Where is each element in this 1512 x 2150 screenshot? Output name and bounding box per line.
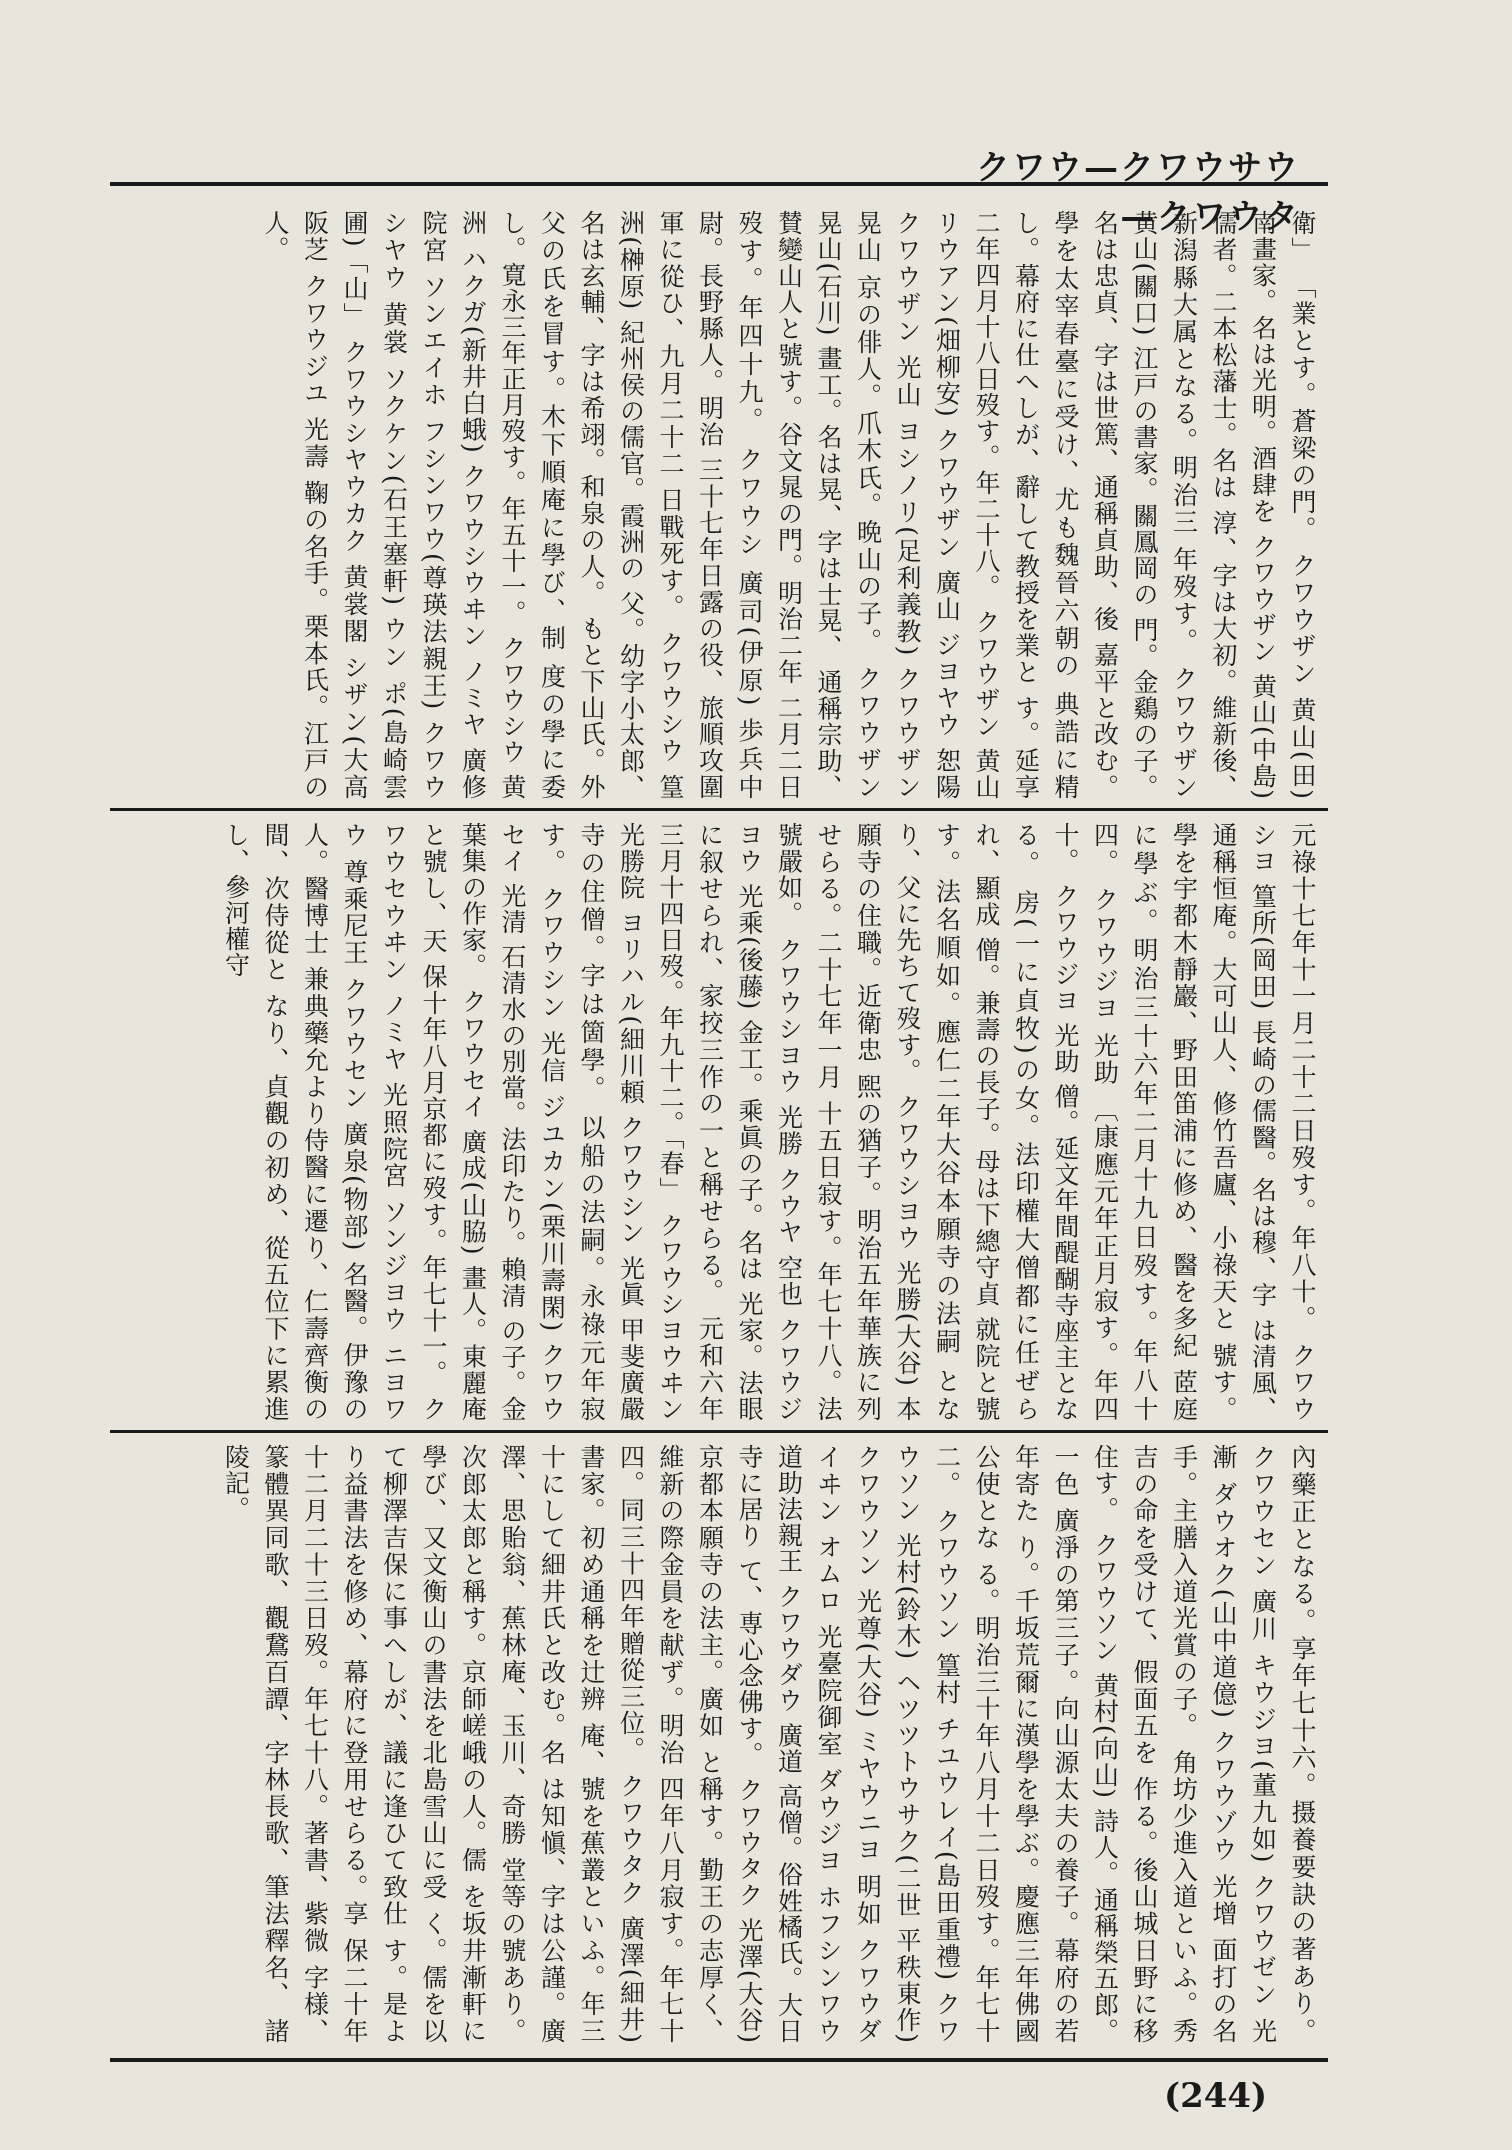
entry: 廣淨の第三子。向山源太夫の養子。幕府の若年寄た xyxy=(1011,1444,1080,2044)
entry: ポ(島崎雲圃)「山」 xyxy=(340,210,409,800)
entry: 保二十年十二月二十三日歿。年七十八。著書、紫微 xyxy=(300,1444,369,2044)
entry: く。儒を以て柳澤吉保に事へしが、議に逢ひて致仕 xyxy=(379,1444,448,2044)
entry: 三十七年日露の役、旅順攻圍軍に從ひ、九月二十二 xyxy=(656,210,725,800)
entry: 元和六年三月十四日歿。年九十二。「春」 xyxy=(656,822,725,1422)
entry: 兼典藥允より侍醫に遷り、仁壽齊衡の間、次侍從と xyxy=(261,822,330,1422)
entry: 作る。後山城日野に移住す。 xyxy=(1090,1444,1159,2044)
entry: クワウザン 黄山 リウアン(畑柳安) xyxy=(932,210,1001,800)
entry: 庵、號を蕉叢といふ。年三十にして細井氏と改む。名 xyxy=(537,1444,606,2044)
entry: クワウザン 廣山 ジヨヤウ 恕陽 xyxy=(932,427,962,800)
entry: は知愼、字は公謹。廣澤、思貽翁、蕉林庵、玉川、奇勝 xyxy=(498,1444,567,2044)
tier-bottom-text xyxy=(116,1444,1322,2044)
entry: 四年八月寂す。年七十四。同三十四年贈從三位。 xyxy=(616,1444,685,2044)
entry: クワウシウ 黄洲 ハクガ(新井白蛾) xyxy=(458,210,527,800)
entry: クワウジヨウ 光乘(後藤) 金工。乘眞の子。名は xyxy=(735,822,804,1422)
entry: ホフシンワウ 道助法親王 xyxy=(774,1444,843,2044)
entry: 號す。學を宇都木靜巖、野田笛浦に修め、醫を多紀 xyxy=(1169,822,1238,1422)
entry: 父。幼字小太郎、名は玄輔、字は希翊。和泉の人。 xyxy=(577,210,646,800)
entry: 房(一に貞牧)の女。法印權大僧都に任ぜられ、顯成 xyxy=(972,822,1041,1422)
entry: クワウセイ 廣成(山脇) 畫人。東麗庵と號し、天 xyxy=(419,822,488,1422)
entry: 門。金鷄の子。名は忠貞、字は世篤、通稱貞助、後 xyxy=(1090,210,1159,800)
running-title: クワウ—クワウサウ—クワウタ xyxy=(976,148,1300,237)
entry: 嘉平と改む。學を太宰春臺に受け、尤も魏晉六朝の xyxy=(1051,210,1120,800)
entry: 內藥正となる。享年七十六。摄養要訣の著あり。 xyxy=(1288,1444,1317,2044)
entry: クワウシヨウ 光勝 クウヤ 空也 xyxy=(774,936,804,1308)
tier-bottom xyxy=(116,1444,1322,2044)
entry: クワウシヨウ 光勝(大谷) 本願寺の住職。近衛忠 xyxy=(853,822,922,1422)
entry: 平秩東作) xyxy=(893,1927,922,2044)
entry: クワウダウ 廣道 高僧。俗姓橘氏。大日寺に居り xyxy=(735,1444,804,2044)
entry: クワウザン 光山 ヨシノリ(足利義教) xyxy=(893,210,922,657)
entry: クワウソン 光村(鈴木) ヘツツトウサク(二世 xyxy=(893,1444,962,2044)
entry: と稱す。勤王の志厚く、維新の際金員を献ず。明治 xyxy=(656,1444,725,2044)
entry: フシンワウ(尊瑛法親王) xyxy=(419,418,448,711)
entry: クワウザン 黄山(田) 南畫家。名は光明。酒肆を xyxy=(1248,210,1317,800)
entry: クワウシウヰン ノミヤ 廣修院宮 ソンエイホ xyxy=(419,210,488,800)
entry: 十五日寂す。年七十八。法號嚴如。 xyxy=(774,822,843,1422)
tier-divider-2 xyxy=(110,1430,1328,1433)
tier-middle xyxy=(116,822,1322,1422)
entry: 通稱宗助、賛變山人と號す。谷文晁の門。明治二年 xyxy=(774,210,843,800)
entry: の子。金葉集の作家。 xyxy=(458,822,527,1422)
entry: 日戰死す。 xyxy=(656,487,685,621)
entry: 四。 xyxy=(1090,822,1120,877)
entry: 堂等の號あり。次郎太郎と稱す。京師嵯峨の人。儒 xyxy=(458,1444,527,2044)
entry: クワウジヨ 光助 〔康應元年正月寂す。年四十。 xyxy=(1051,822,1120,1422)
entry: 保十年八月京都に歿す。年七十一。 xyxy=(419,963,448,1387)
entry: クワウシヤウカク 黄裳閣 シザン(大高阪芝 xyxy=(300,210,369,800)
entry: り。千坂荒爾に漢學を學ぶ。慶應三年佛國公使とな xyxy=(972,1444,1041,2044)
entry: クワウソン 黄村(向山) 詩人。通稱榮五郎。一色 xyxy=(1051,1444,1120,2044)
entry: 就院と號す。法名順如。應仁二年大谷本願寺の法嗣 xyxy=(932,822,1001,1422)
entry: クワウセウヰン ノミヤ 光照院宮 ソンジヨウ xyxy=(379,822,448,1422)
entry: クワウシウ 篁洲(榊原) 紀州侯の儒官。霞洲の xyxy=(616,210,685,800)
entry: す。是より益書法を修め、幕府に登用せらる。享 xyxy=(340,1444,409,2044)
tier-top xyxy=(116,210,1322,800)
entry: もと下山氏。外父の氏を冒す。木下順庵に學び、制 xyxy=(537,210,606,800)
entry: クワウジヨ 光助 僧。延文年間醍醐寺座主となる。 xyxy=(1011,822,1080,1422)
entry: クワウセン 廣川 キウジヨ(董九如) xyxy=(1248,1444,1278,1864)
entry: 角坊少進入道といふ。秀吉の命を受けて、假面五を xyxy=(1130,1444,1199,2044)
entry: となり、父に先ちて歿す。 xyxy=(893,822,962,1422)
entry: クワウゼン 光漸 ダウオク(山中道億) xyxy=(1209,1444,1278,2044)
entry: クワウザン 晃山 京の俳人。爪木氏。晩山の子。 xyxy=(853,210,922,800)
entry: クワウザン 晃山(石川) 畫工。名は晃、字は士晃、 xyxy=(814,210,883,800)
entry: 煕の猶子。明治五年華族に列せらる。二十七年一月 xyxy=(814,822,883,1422)
entry: は清風、通稱恒庵。大可山人、修竹吾廬、小祿天と xyxy=(1209,822,1278,1422)
entry: す。延享二年四月十八日歿す。年二十八。 xyxy=(972,210,1041,800)
entry: 衛」 xyxy=(1288,210,1317,264)
entry: 二月二日歿す。年四十九。 xyxy=(735,210,804,800)
entry: クワウシヤウ 黄裳 ソクケン(石王塞軒) ウン xyxy=(379,210,448,800)
entry: クワウタク 廣澤(細井) 書家。初め通稱を辻辨 xyxy=(577,1444,646,2044)
entry: 典誥に精し。幕府に仕へしが、辭して教授を業と xyxy=(1011,210,1080,800)
entry: クワウダイヰン オムロ 光臺院御室 ダウジヨ xyxy=(814,1444,883,2044)
entry: 「業とす。蒼梁の門。 xyxy=(1288,273,1317,543)
entry: クワウザン 黄山(關口) 江戸の書家。關鳳岡の xyxy=(1130,210,1199,800)
tier-middle-text xyxy=(116,822,1322,1422)
entry: 淳、字は大初。維新後、新潟縣大属となる。明治三 xyxy=(1169,210,1238,800)
dictionary-frame xyxy=(110,182,1328,2062)
entry: 僧。兼壽の長子。母は下總守貞 xyxy=(972,937,1001,1308)
entry: なり、貞觀の初め、從五位下に累進し、參河權守 xyxy=(221,822,290,1422)
entry: クワウソン 光尊(大谷) ミヤウニヨ 明如 xyxy=(853,1444,883,1928)
entry: クワウセン 廣泉(物部) 名醫。伊豫の人。醫博士 xyxy=(300,822,369,1422)
entry: 茝庭に學ぶ。明治三十六年二月十九日歿す。年八十 xyxy=(1130,822,1199,1422)
entry: 光家。法眼に叙せられ、家挍三作の一と稱せらる。 xyxy=(695,822,764,1422)
entry: クワウセイ 光清 石清水の別當。法印たり。賴清 xyxy=(498,822,567,1422)
entry: クワウタク 光澤(大谷) 京都本願寺の法主。廣如 xyxy=(695,1444,764,2044)
entry: ニヨワウ 尊乘尼王 xyxy=(340,822,409,1422)
entry: クワウシヨ 篁所(岡田) 長崎の儒醫。名は穆、字 xyxy=(1248,822,1317,1422)
entry: 年歿す。 xyxy=(1169,546,1199,656)
entry: 元祿十七年十一月二十二日歿す。年八十。 xyxy=(1288,822,1317,1333)
entry: 字様、篆體異同歌、觀鵞百譚、字林長歌、筆法釋名、 xyxy=(261,1444,330,2044)
entry: クワウシン 光信 ジユカン(栗川壽閑) xyxy=(537,885,567,1333)
tier-divider-1 xyxy=(110,808,1328,811)
entry: 度の學に委し。寛永三年正月歿す。年五十一。 xyxy=(498,210,567,800)
entry: クワウシ 廣司(伊原) 歩兵中尉。長野縣人。明治 xyxy=(695,210,764,800)
tier-top-text xyxy=(116,210,1322,800)
entry: て、専心念佛す。 xyxy=(735,1558,764,1768)
entry: クワウシヨウヰン 光勝院 ヨリハル(細川頼 xyxy=(616,822,685,1422)
entry: る。明治三十年八月十二日歿す。年七十二。 xyxy=(932,1444,1001,2044)
entry: を坂井漸軒に學び、又文衡山の書法を北島雪山に受 xyxy=(419,1444,488,2044)
entry: クワウザン 黄山(中島) 儒者。二本松藩士。名は xyxy=(1209,210,1278,800)
entry: クワウゾウ 光增 面打の名手。主膳入道光賞の子。 xyxy=(1169,1444,1238,2044)
entry: クワウソン 篁村 チユウレイ(島田重禮) xyxy=(932,1507,962,1982)
entry: 以船の法嗣。永祿元年寂す。 xyxy=(537,822,606,1422)
entry: クワウジユ 光壽 鞠の名手。栗本氏。江戸の人。 xyxy=(261,210,330,800)
entry: クワウシン 光眞 甲斐廣嚴寺の住僧。字は箇學。 xyxy=(577,822,646,1422)
page-number: (244) xyxy=(1164,2076,1268,2116)
entry: 諸陵記。 xyxy=(221,1444,290,2044)
